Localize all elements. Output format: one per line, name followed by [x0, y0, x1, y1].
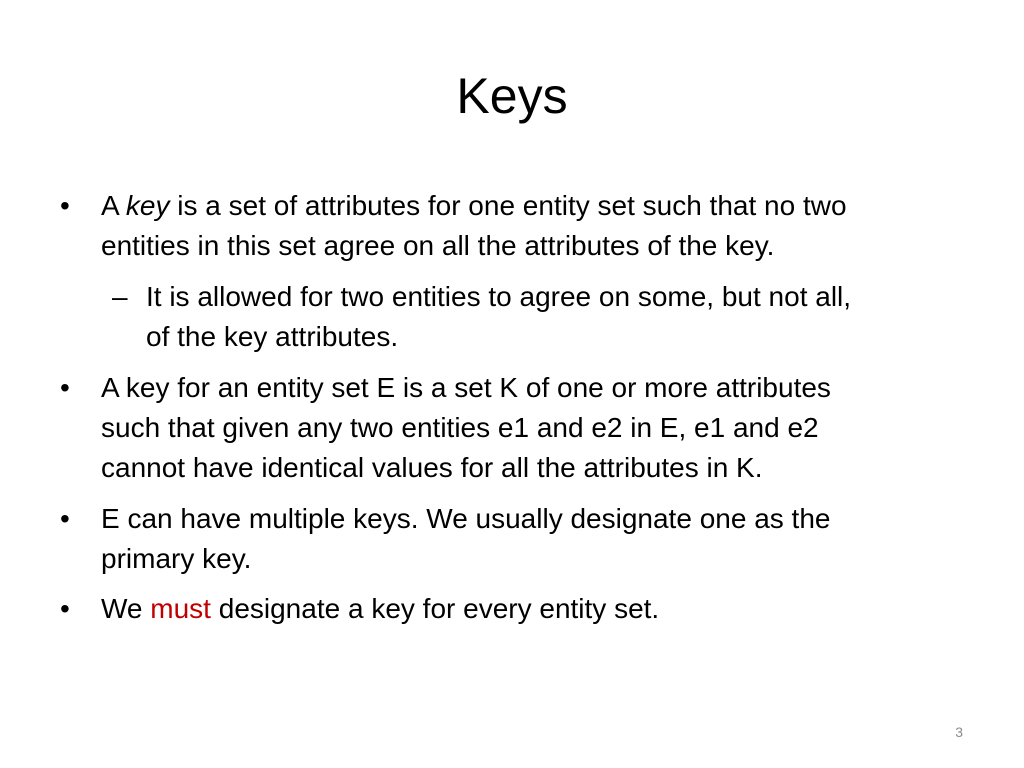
sub-bullet-partial-agreement [112, 277, 972, 357]
bullet-marker: • [60, 190, 70, 221]
bullet-text [101, 368, 831, 488]
bullet-line [101, 499, 830, 539]
text-run: primary key. [101, 543, 252, 574]
bullet-text [146, 277, 851, 357]
bullet-multiple-keys [60, 499, 960, 579]
bullet-line [101, 226, 847, 266]
bullet-text [101, 499, 830, 579]
bullet-line [146, 317, 851, 357]
bullet-line [101, 448, 831, 488]
slide-title: Keys [456, 68, 568, 124]
sub-bullet-marker: – [112, 281, 128, 312]
bullet-key-definition [60, 186, 960, 266]
bullet-line [101, 589, 659, 629]
bullet-marker: • [60, 503, 70, 534]
text-run: entities in this set agree on all the attributes of the key. [101, 230, 775, 261]
bullet-marker: • [60, 593, 70, 624]
page-number: 3 [955, 724, 963, 740]
text-run: E can have multiple keys. We usually designate one as the [101, 503, 831, 534]
text-run: such that given any two entities e1 and e2 in E, e1 and e2 [101, 412, 819, 443]
bullet-line [146, 277, 851, 317]
bullet-line [101, 186, 847, 226]
bullet-marker: • [60, 372, 70, 403]
bullet-must-designate [60, 589, 960, 629]
bullet-entity-set-key [60, 368, 960, 488]
text-run: It is allowed for two entities to agree on some, but not all, [146, 281, 852, 312]
bullet-line [101, 539, 830, 579]
text-run: We [101, 593, 151, 624]
text-run: cannot have identical values for all the attributes in K. [101, 452, 763, 483]
must-emphasis: must [150, 593, 211, 624]
text-run: A [101, 190, 126, 221]
bullet-text [101, 186, 847, 266]
bullet-line [101, 408, 831, 448]
text-run: of the key attributes. [146, 321, 399, 352]
text-run: is a set of attributes for one entity set such that no two [169, 190, 847, 221]
key-emphasis: key [125, 190, 170, 221]
text-run: A key for an entity set E is a set K of one or more attributes [101, 372, 831, 403]
bullet-line [101, 368, 831, 408]
bullet-text [101, 589, 659, 629]
text-run: designate a key for every entity set. [210, 593, 660, 624]
